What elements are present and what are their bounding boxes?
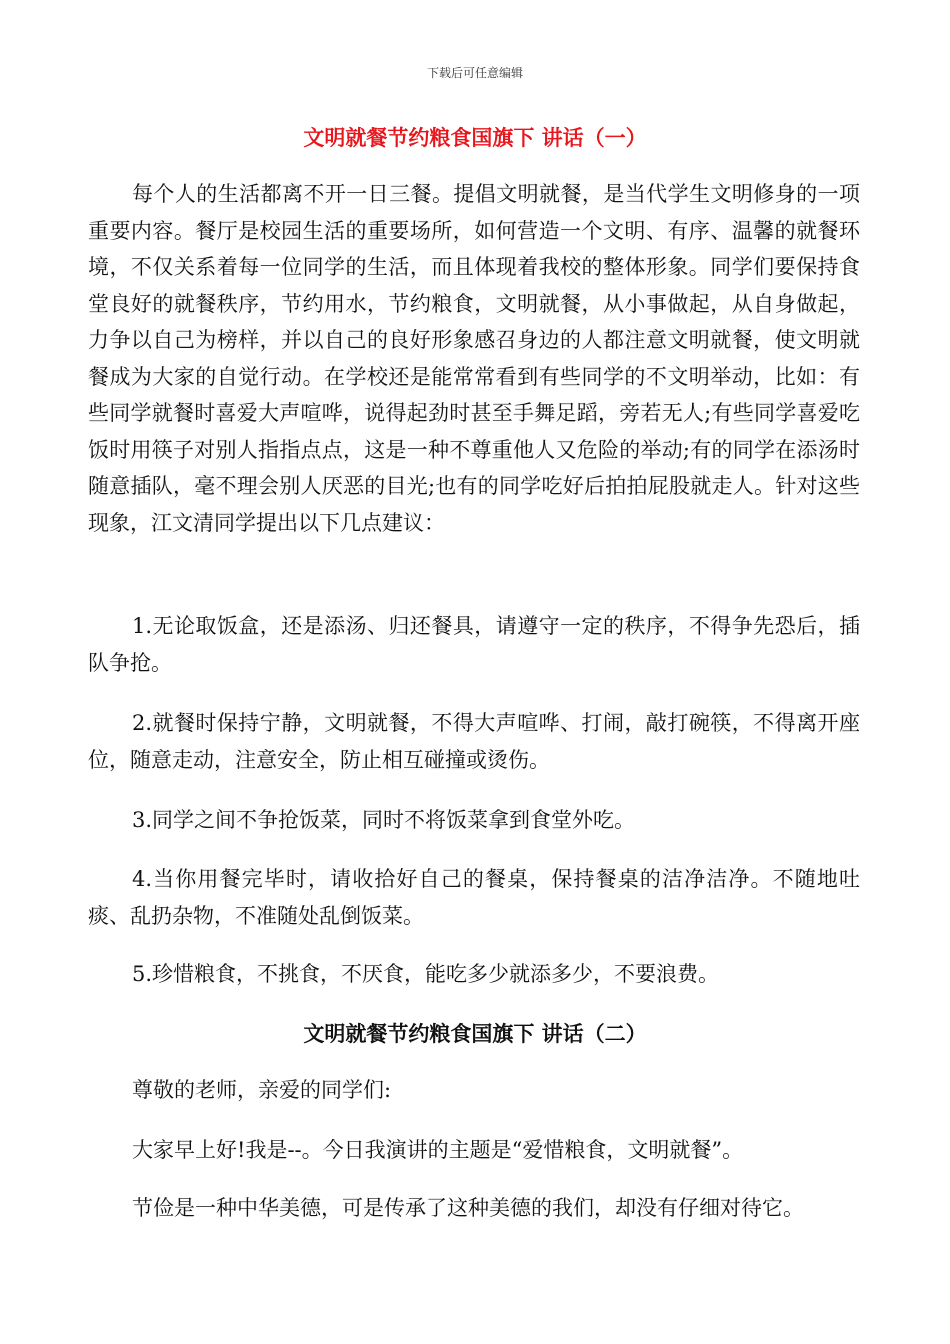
greeting-line: 尊敬的老师，亲爱的同学们: <box>132 1078 392 1102</box>
suggestion-4: 4.当你用餐完毕时，请收拾好自己的餐桌，保持餐桌的洁净洁净。不随地吐痰、乱扔杂物，不准随处乱倒饭菜。 <box>88 867 860 928</box>
suggestion-3: 3.同学之间不争抢饭菜，同时不将饭菜拿到食堂外吃。 <box>132 808 636 832</box>
suggestion-5: 5.珍惜粮食，不挑食，不厌食，能吃多少就添多少，不要浪费。 <box>132 962 720 986</box>
title-speech-one: 文明就餐节约粮食国旗下 讲话（一） <box>303 126 647 150</box>
header-note: 下载后可任意编辑 <box>426 66 523 80</box>
thrift-line: 节俭是一种中华美德，可是传承了这种美德的我们，却没有仔细对待它。 <box>132 1196 804 1220</box>
suggestion-2: 2.就餐时保持宁静，文明就餐，不得大声喧哗、打闹，敲打碗筷，不得离开座位，随意走动，注意安全，防止相互碰撞或烫伤。 <box>88 711 860 772</box>
opening-line: 大家早上好!我是--。今日我演讲的主题是“爱惜粮食，文明就餐”。 <box>132 1138 744 1162</box>
suggestion-1: 1.无论取饭盒，还是添汤、归还餐具，请遵守一定的秩序，不得争先恐后，插队争抢。 <box>88 614 860 675</box>
intro-paragraph: 每个人的生活都离不开一日三餐。提倡文明就餐，是当代学生文明修身的一项重要内容。餐厅是校园生活的重要场所，如何营造一个文明、有序、温馨的就餐环境，不仅关系着每一位同学的生活，而且体现着我校的整体形象。同学们要保持食堂良好的就餐秩序，节约用水，节约粮食，文明就餐，从小事做起，从自身做起，力争以自己为榜样，并以自己的良好形象感召身边的人都注意文明就餐，使文明就餐成为大家的自觉行动。在学校还是能常常看到有些同学的不文明举动，比如：有些同学就餐时喜爱大声喧哗，说得起劲时甚至手舞足蹈，旁若无人;有些同学喜爱吃饭时用筷子对别人指指点点，这是一种不尊重他人又危险的举动;有的同学在添汤时随意插队，毫不理会别人厌恶的目光;也有的同学吃好后拍拍屁股就走人。针对这些现象，江文清同学提出以下几点建议： <box>88 182 860 535</box>
title-speech-two: 文明就餐节约粮食国旗下 讲话（二） <box>303 1022 647 1046</box>
